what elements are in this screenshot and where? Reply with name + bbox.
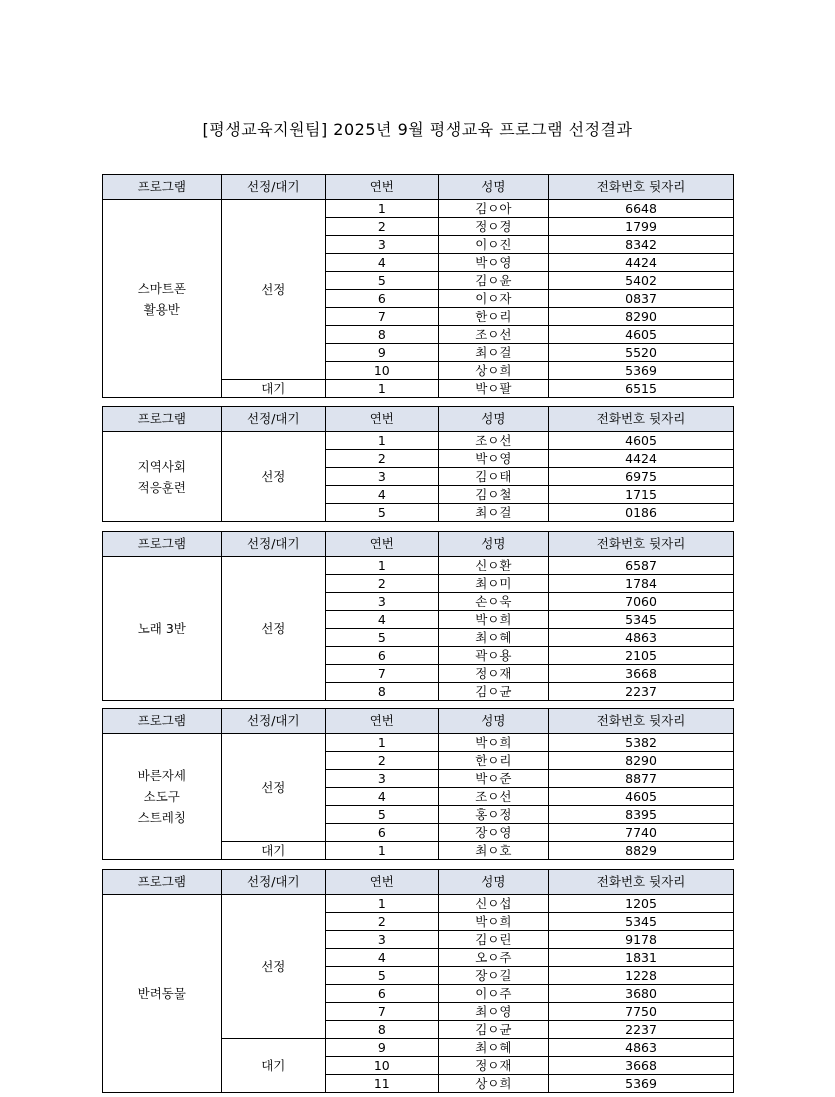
name-cell: 조ㅇ선	[438, 432, 549, 450]
program-table	[102, 708, 734, 860]
status-cell: 대기	[221, 380, 325, 398]
seq-cell: 10	[326, 1057, 439, 1075]
seq-cell: 11	[326, 1075, 439, 1093]
name-cell: 박ㅇ준	[438, 770, 549, 788]
name-cell: 한ㅇ리	[438, 752, 549, 770]
column-header: 프로그램	[103, 709, 222, 734]
phone-cell: 3668	[549, 1057, 734, 1075]
phone-cell: 5520	[549, 344, 734, 362]
program-name-line: 지역사회	[137, 458, 186, 474]
column-header: 성명	[438, 175, 549, 200]
phone-cell: 7060	[549, 593, 734, 611]
column-header: 성명	[438, 870, 549, 895]
phone-cell: 5402	[549, 272, 734, 290]
status-cell: 선정	[221, 557, 325, 701]
phone-cell: 5345	[549, 913, 734, 931]
program-name-line: 소도구	[143, 789, 180, 804]
phone-cell: 9178	[549, 931, 734, 949]
seq-cell: 1	[326, 200, 439, 218]
seq-cell: 2	[326, 218, 439, 236]
name-cell: 박ㅇ희	[438, 734, 549, 752]
seq-cell: 8	[326, 326, 439, 344]
seq-cell: 7	[326, 1003, 439, 1021]
seq-cell: 7	[326, 665, 439, 683]
program-table	[102, 406, 734, 522]
table-row	[103, 200, 734, 218]
program-name-line: 활용반	[143, 301, 180, 317]
phone-cell: 8342	[549, 236, 734, 254]
phone-cell: 8290	[549, 308, 734, 326]
table-header-row	[103, 709, 734, 734]
seq-cell: 1	[326, 380, 439, 398]
name-cell: 신ㅇ섭	[438, 895, 549, 913]
status-cell: 선정	[221, 200, 325, 380]
seq-cell: 2	[326, 450, 439, 468]
seq-cell: 1	[326, 432, 439, 450]
column-header: 프로그램	[103, 870, 222, 895]
phone-cell: 6515	[549, 380, 734, 398]
column-header: 연번	[326, 532, 439, 557]
seq-cell: 1	[326, 842, 439, 860]
phone-cell: 1831	[549, 949, 734, 967]
name-cell: 이ㅇ자	[438, 290, 549, 308]
name-cell: 조ㅇ선	[438, 788, 549, 806]
seq-cell: 5	[326, 967, 439, 985]
program-name-line: 적응훈련	[137, 479, 186, 495]
name-cell: 김ㅇ균	[438, 683, 549, 701]
name-cell: 박ㅇ영	[438, 254, 549, 272]
column-header: 연번	[326, 709, 439, 734]
program-name	[103, 200, 222, 398]
seq-cell: 10	[326, 362, 439, 380]
program-name-line: 반려동물	[137, 986, 186, 1001]
page-title: [평생교육지원팀] 2025년 9월 평생교육 프로그램 선정결과	[202, 120, 633, 139]
name-cell: 홍ㅇ정	[438, 806, 549, 824]
column-header: 선정/대기	[221, 407, 325, 432]
phone-cell: 2237	[549, 683, 734, 701]
name-cell: 김ㅇ윤	[438, 272, 549, 290]
name-cell: 최ㅇ미	[438, 575, 549, 593]
name-cell: 상ㅇ희	[438, 362, 549, 380]
column-header: 프로그램	[103, 532, 222, 557]
phone-cell: 8829	[549, 842, 734, 860]
phone-cell: 5382	[549, 734, 734, 752]
name-cell: 박ㅇ희	[438, 611, 549, 629]
name-cell: 최ㅇ혜	[438, 629, 549, 647]
name-cell: 이ㅇ진	[438, 236, 549, 254]
seq-cell: 4	[326, 949, 439, 967]
name-cell: 김ㅇ태	[438, 468, 549, 486]
seq-cell: 1	[326, 557, 439, 575]
table-row	[103, 895, 734, 913]
seq-cell: 5	[326, 504, 439, 522]
name-cell: 곽ㅇ용	[438, 647, 549, 665]
seq-cell: 1	[326, 734, 439, 752]
seq-cell: 3	[326, 236, 439, 254]
phone-cell: 2237	[549, 1021, 734, 1039]
program-name	[103, 432, 222, 522]
column-header: 전화번호 뒷자리	[549, 407, 734, 432]
seq-cell: 2	[326, 913, 439, 931]
program-name-line: 노래 3반	[137, 621, 186, 636]
phone-cell: 4605	[549, 788, 734, 806]
table-header-row	[103, 175, 734, 200]
seq-cell: 2	[326, 575, 439, 593]
name-cell: 박ㅇ희	[438, 913, 549, 931]
column-header: 전화번호 뒷자리	[549, 870, 734, 895]
name-cell: 장ㅇ길	[438, 967, 549, 985]
column-header: 연번	[326, 870, 439, 895]
column-header: 프로그램	[103, 407, 222, 432]
phone-cell: 4605	[549, 432, 734, 450]
phone-cell: 6648	[549, 200, 734, 218]
phone-cell: 5369	[549, 1075, 734, 1093]
seq-cell: 3	[326, 931, 439, 949]
name-cell: 정ㅇ재	[438, 1057, 549, 1075]
seq-cell: 5	[326, 272, 439, 290]
name-cell: 상ㅇ희	[438, 1075, 549, 1093]
table-row	[103, 734, 734, 752]
phone-cell: 7740	[549, 824, 734, 842]
name-cell: 최ㅇ영	[438, 1003, 549, 1021]
name-cell: 장ㅇ영	[438, 824, 549, 842]
status-cell: 선정	[221, 734, 325, 842]
status-cell: 대기	[221, 842, 325, 860]
seq-cell: 6	[326, 824, 439, 842]
table-row	[103, 432, 734, 450]
seq-cell: 6	[326, 290, 439, 308]
name-cell: 박ㅇ영	[438, 450, 549, 468]
table-header-row	[103, 870, 734, 895]
phone-cell: 4863	[549, 1039, 734, 1057]
phone-cell: 7750	[549, 1003, 734, 1021]
program-table	[102, 531, 734, 701]
phone-cell: 0837	[549, 290, 734, 308]
phone-cell: 1228	[549, 967, 734, 985]
name-cell: 박ㅇ팔	[438, 380, 549, 398]
name-cell: 김ㅇ철	[438, 486, 549, 504]
program-name	[103, 895, 222, 1093]
seq-cell: 1	[326, 895, 439, 913]
name-cell: 손ㅇ욱	[438, 593, 549, 611]
column-header: 선정/대기	[221, 709, 325, 734]
status-cell: 대기	[221, 1039, 325, 1093]
seq-cell: 3	[326, 770, 439, 788]
seq-cell: 7	[326, 308, 439, 326]
seq-cell: 6	[326, 647, 439, 665]
phone-cell: 0186	[549, 504, 734, 522]
name-cell: 신ㅇ환	[438, 557, 549, 575]
phone-cell: 8290	[549, 752, 734, 770]
seq-cell: 3	[326, 593, 439, 611]
name-cell: 최ㅇ혜	[438, 1039, 549, 1057]
column-header: 성명	[438, 407, 549, 432]
seq-cell: 5	[326, 629, 439, 647]
phone-cell: 1715	[549, 486, 734, 504]
phone-cell: 6975	[549, 468, 734, 486]
phone-cell: 1799	[549, 218, 734, 236]
table-header-row	[103, 532, 734, 557]
name-cell: 정ㅇ경	[438, 218, 549, 236]
column-header: 전화번호 뒷자리	[549, 709, 734, 734]
name-cell: 한ㅇ리	[438, 308, 549, 326]
column-header: 전화번호 뒷자리	[549, 175, 734, 200]
phone-cell: 3668	[549, 665, 734, 683]
seq-cell: 3	[326, 468, 439, 486]
phone-cell: 4863	[549, 629, 734, 647]
phone-cell: 4424	[549, 254, 734, 272]
program-name	[103, 557, 222, 701]
program-name-line: 스마트폰	[137, 280, 186, 296]
name-cell: 최ㅇ걸	[438, 504, 549, 522]
seq-cell: 4	[326, 788, 439, 806]
seq-cell: 8	[326, 1021, 439, 1039]
seq-cell: 8	[326, 683, 439, 701]
name-cell: 김ㅇ균	[438, 1021, 549, 1039]
name-cell: 김ㅇ아	[438, 200, 549, 218]
seq-cell: 9	[326, 1039, 439, 1057]
seq-cell: 6	[326, 985, 439, 1003]
column-header: 프로그램	[103, 175, 222, 200]
program-table	[102, 174, 734, 398]
name-cell: 최ㅇ호	[438, 842, 549, 860]
column-header: 선정/대기	[221, 175, 325, 200]
seq-cell: 4	[326, 611, 439, 629]
column-header: 선정/대기	[221, 532, 325, 557]
name-cell: 김ㅇ린	[438, 931, 549, 949]
status-cell: 선정	[221, 895, 325, 1039]
name-cell: 정ㅇ재	[438, 665, 549, 683]
program-name	[103, 734, 222, 860]
name-cell: 조ㅇ선	[438, 326, 549, 344]
column-header: 연번	[326, 175, 439, 200]
seq-cell: 4	[326, 486, 439, 504]
phone-cell: 4424	[549, 450, 734, 468]
program-name-line: 스트레칭	[137, 810, 186, 825]
name-cell: 이ㅇ주	[438, 985, 549, 1003]
phone-cell: 8877	[549, 770, 734, 788]
seq-cell: 2	[326, 752, 439, 770]
column-header: 전화번호 뒷자리	[549, 532, 734, 557]
seq-cell: 5	[326, 806, 439, 824]
seq-cell: 9	[326, 344, 439, 362]
name-cell: 오ㅇ주	[438, 949, 549, 967]
column-header: 연번	[326, 407, 439, 432]
program-table	[102, 869, 734, 1093]
phone-cell: 1205	[549, 895, 734, 913]
table-row	[103, 557, 734, 575]
phone-cell: 1784	[549, 575, 734, 593]
column-header: 선정/대기	[221, 870, 325, 895]
column-header: 성명	[438, 532, 549, 557]
column-header: 성명	[438, 709, 549, 734]
program-name-line: 바른자세	[137, 768, 186, 783]
table-header-row	[103, 407, 734, 432]
phone-cell: 4605	[549, 326, 734, 344]
phone-cell: 2105	[549, 647, 734, 665]
phone-cell: 5369	[549, 362, 734, 380]
seq-cell: 4	[326, 254, 439, 272]
name-cell: 최ㅇ걸	[438, 344, 549, 362]
phone-cell: 5345	[549, 611, 734, 629]
phone-cell: 3680	[549, 985, 734, 1003]
phone-cell: 8395	[549, 806, 734, 824]
phone-cell: 6587	[549, 557, 734, 575]
status-cell: 선정	[221, 432, 325, 522]
